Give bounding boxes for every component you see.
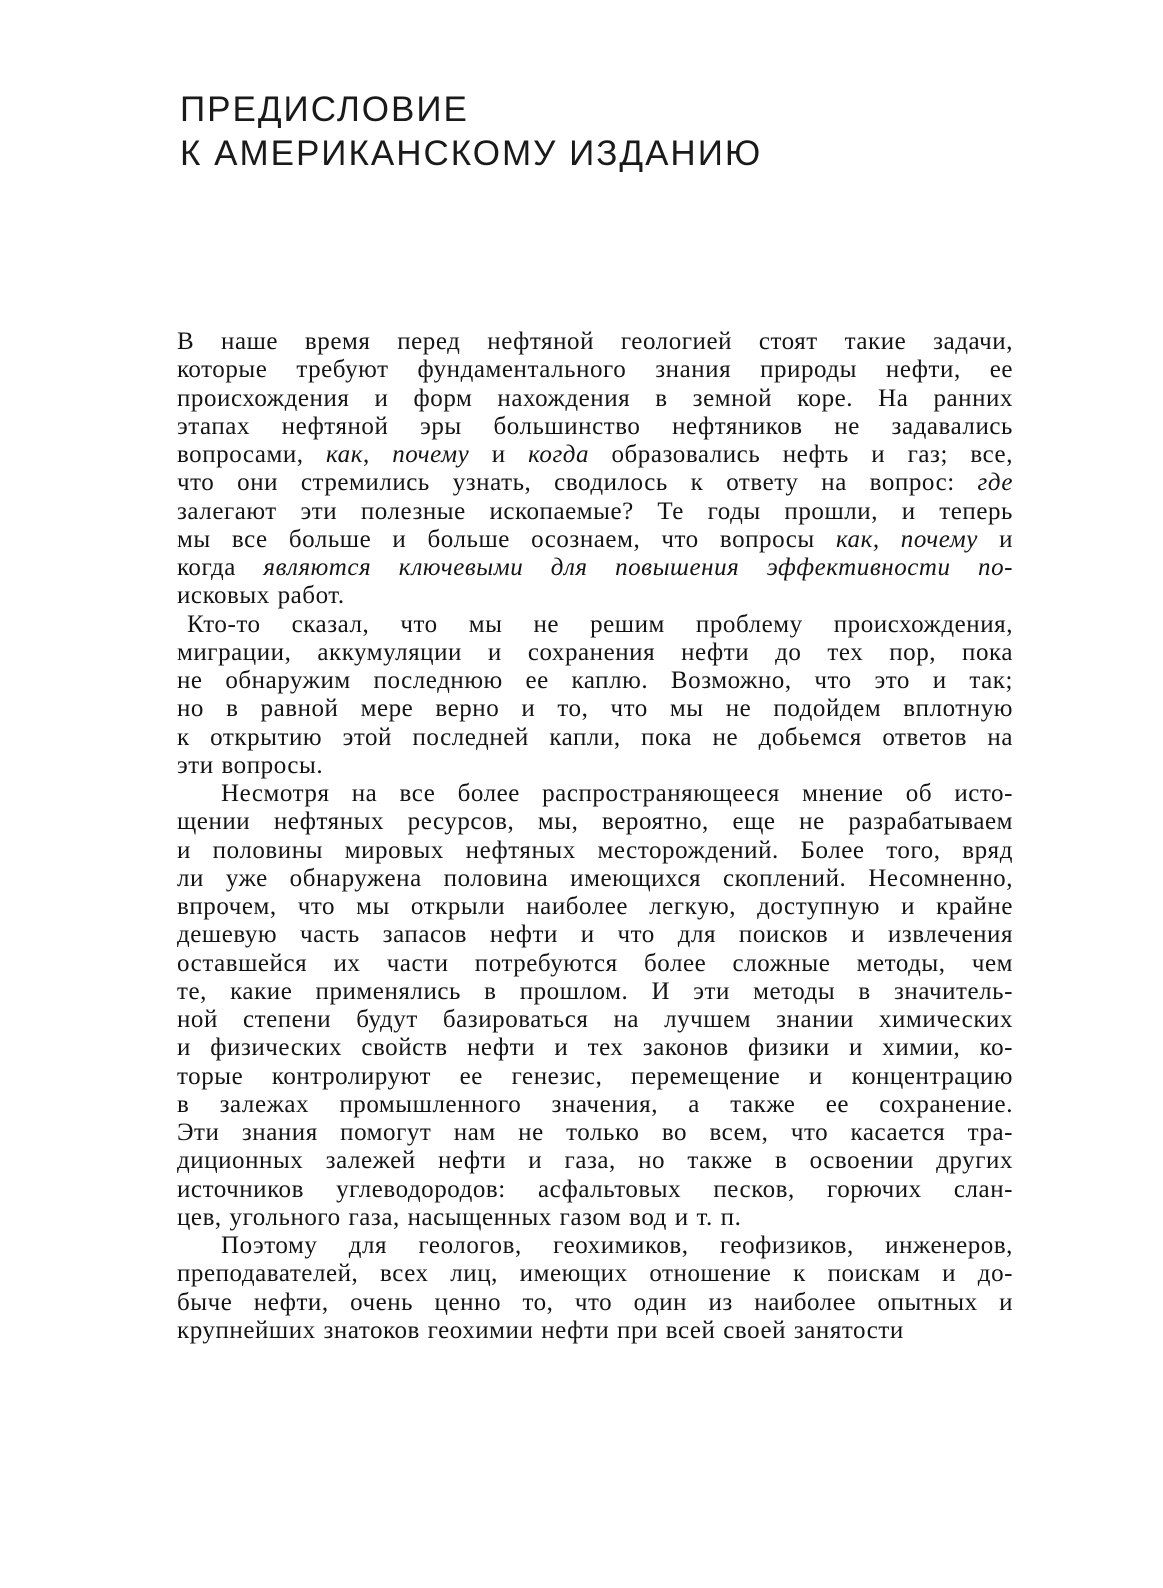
text-line: [177, 780, 1013, 808]
text-line: [177, 611, 1013, 639]
text-line: [177, 328, 1013, 356]
text-run: эти вопросы.: [177, 751, 324, 779]
text-run: миграции, аккумуляции и сохранения нефти до тех пор, пока: [177, 638, 1013, 666]
text-line: [177, 385, 1013, 413]
text-line: [177, 1119, 1013, 1147]
text-line: [177, 1289, 1013, 1317]
text-line: [177, 1063, 1013, 1091]
chapter-heading: [180, 88, 762, 176]
text-line: [177, 1006, 1013, 1034]
text-line: [177, 582, 1013, 610]
text-run: залегают эти полезные ископаемые? Те годы прошли, и теперь: [177, 497, 1013, 525]
text-run: происхождения и форм нахождения в земной коре. На ранних: [177, 384, 1013, 412]
text-run: те, какие применялись в прошлом. И эти методы в значитель-: [177, 977, 1013, 1005]
text-run: этапах нефтяной эры большинство нефтяников не задавались: [177, 412, 1013, 440]
text-line: [177, 1034, 1013, 1062]
body-text: [177, 328, 1013, 1345]
text-line: [177, 978, 1013, 1006]
text-line: [177, 526, 1013, 554]
text-run: впрочем, что мы открыли наиболее легкую, доступную и крайне: [177, 893, 1013, 920]
text-line: [177, 865, 1013, 893]
text-line: [177, 441, 1013, 469]
italic-term: где: [977, 469, 1013, 497]
text-line: [177, 1232, 1013, 1260]
italic-term: как: [326, 441, 363, 468]
text-run: дешевую часть запасов нефти и что для поисков и извлечения: [177, 921, 1013, 949]
paragraph-3: [177, 780, 1013, 1232]
text-line: [177, 1147, 1013, 1175]
text-line: [177, 1091, 1013, 1119]
text-run: щении нефтяных ресурсов, мы, вероятно, еще не разрабатываем: [177, 808, 1013, 836]
text-line: [177, 1204, 1013, 1232]
text-line: [177, 413, 1013, 441]
paragraph-2: [177, 611, 1013, 781]
italic-term: почему: [392, 441, 470, 468]
text-line: [177, 1260, 1013, 1288]
text-run: и: [977, 525, 1014, 553]
text-line: [177, 498, 1013, 526]
text-run: преподавателей, всех лиц, имеющих отношение к поискам и до-: [177, 1260, 1013, 1288]
text-run: и: [469, 441, 529, 468]
text-line: [177, 639, 1013, 667]
text-line: [177, 921, 1013, 949]
text-run: быче нефти, очень ценно то, что один из наиболее опытных и: [177, 1288, 1013, 1316]
text-line: [177, 554, 1013, 582]
text-line: [177, 893, 1013, 921]
text-run: когда: [177, 554, 236, 581]
text-line: [177, 837, 1013, 865]
text-run: которые требуют фундаментального знания природы нефти, ее: [177, 356, 1013, 384]
text-run: цев, угольного газа, насыщенных газом вод и т. п.: [177, 1203, 742, 1231]
heading-line-1: ПРЕДИСЛОВИЕ: [180, 90, 469, 129]
text-line: [177, 1176, 1013, 1204]
text-run: и половины мировых нефтяных месторождений. Более того, вряд: [177, 836, 1013, 864]
text-run: образовались нефть и газ; все,: [589, 441, 1014, 468]
text-run: Эти знания помогут нам не только во всем, что касается тра-: [177, 1119, 1013, 1146]
text-line: [177, 469, 1013, 497]
text-line: [177, 695, 1013, 723]
text-run: диционных залежей нефти и газа, но также в освоении других: [177, 1147, 1013, 1175]
text-run: торые контролируют ее генезис, перемещение и концентрацию: [177, 1062, 1013, 1090]
text-run: вопросами,: [177, 441, 327, 468]
text-line: [177, 724, 1013, 752]
text-run: Кто-то сказал, что мы не решим проблему происхождения,: [187, 610, 1013, 638]
text-run: ной степени будут базироваться на лучшем знании химических: [177, 1006, 1013, 1033]
text-run: В наше время перед нефтяной геологией стоят такие задачи,: [177, 328, 1013, 355]
text-run: ли уже обнаружена половина имеющихся скоплений. Несомненно,: [177, 864, 1013, 892]
text-run: мы все больше и больше осознаем, что вопросы: [177, 525, 836, 553]
text-run: и физических свойств нефти и тех законов физики и химии, ко-: [177, 1034, 1013, 1062]
text-line: [177, 667, 1013, 695]
text-run: исковых работ.: [177, 582, 345, 610]
text-run: что они стремились узнать, сводилось к ответу на вопрос:: [177, 469, 978, 497]
heading-line-2: К АМЕРИКАНСКОМУ ИЗДАНИЮ: [180, 134, 763, 173]
text-run: но в равной мере верно и то, что мы не подойдем вплотную: [177, 695, 1013, 723]
text-run: Поэтому для геологов, геохимиков, геофизиков, инженеров,: [221, 1232, 1013, 1259]
text-run: источников углеводородов: асфальтовых песков, горючих слан-: [177, 1175, 1013, 1203]
text-run: крупнейших знатоков геохимии нефти при всей своей занятости: [177, 1316, 904, 1344]
text-run: не обнаружим последнюю ее каплю. Возможно, что это и так;: [177, 667, 1013, 694]
text-line: [177, 1317, 1013, 1345]
text-line: [177, 808, 1013, 836]
paragraph-4: [177, 1232, 1013, 1345]
text-line: [177, 752, 1013, 780]
text-run: ,: [362, 441, 393, 468]
italic-term: являются ключевыми для повышения эффективности по-: [235, 554, 1013, 581]
text-run: Несмотря на все более распространяющееся мнение об исто-: [221, 780, 1013, 807]
text-line: [177, 950, 1013, 978]
italic-term: как, почему: [835, 525, 978, 553]
italic-term: когда: [528, 441, 590, 468]
text-run: в залежах промышленного значения, а также ее сохранение.: [177, 1090, 1013, 1118]
text-run: оставшейся их части потребуются более сложные методы, чем: [177, 949, 1013, 977]
text-run: к открытию этой последней капли, пока не добьемся ответов на: [177, 723, 1013, 751]
text-line: [177, 356, 1013, 384]
paragraph-1: [177, 328, 1013, 611]
